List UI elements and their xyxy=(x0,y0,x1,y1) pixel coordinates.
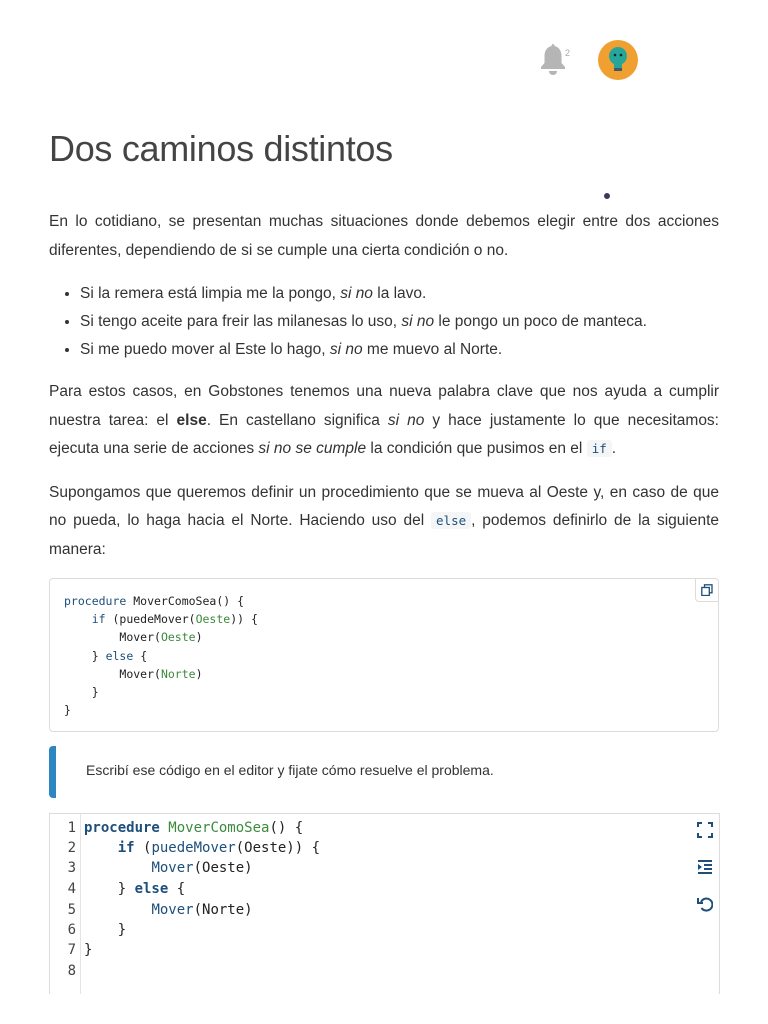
example-code: procedure MoverComoSea() { if (puedeMover(Oeste)) { Mover(Oeste) } else { Mover(Norte) } } xyxy=(64,594,258,718)
examples-list xyxy=(49,280,719,364)
reset-code-button[interactable] xyxy=(695,894,715,914)
top-bar xyxy=(538,40,638,80)
line-number: 3 xyxy=(67,860,76,876)
editor-toolbar xyxy=(695,820,715,914)
line-number-gutter xyxy=(50,814,81,994)
line-number: 7 xyxy=(67,942,76,958)
intro-paragraph: En lo cotidiano, se presentan muchas situaciones donde debemos elegir entre dos acciones diferentes, dependiendo de si se cumple una cierta condición o no. xyxy=(49,213,719,259)
inline-code-else: else xyxy=(431,512,471,529)
line-number: 6 xyxy=(67,922,76,938)
format-code-button[interactable] xyxy=(695,857,715,877)
line-number: 2 xyxy=(67,840,76,856)
line-number: 5 xyxy=(67,902,76,918)
editor-line[interactable]: procedure MoverComoSea() { xyxy=(84,820,304,836)
lightbulb-icon xyxy=(605,45,631,75)
else-explanation-paragraph: Para estos casos, en Gobstones tenemos una nueva palabra clave que nos ayuda a cumplir nuestra tarea: el else. En castellano significa si no y hace justamente lo que necesitamos: ejecuta una serie de acciones si no se cumple la condición que pusimos en el if . xyxy=(49,383,719,457)
note-text: Escribí ese código en el editor y fijate cómo resuelve el problema. xyxy=(86,762,494,778)
page-title: Dos caminos distintos xyxy=(49,128,393,169)
list-item: • Si me puedo mover al Este lo hago, si no me muevo al Norte. xyxy=(80,336,719,364)
example-code-block xyxy=(49,578,719,732)
copy-icon xyxy=(701,584,713,596)
lesson-content xyxy=(49,208,719,579)
list-item: • Si tengo aceite para freir las milanesas lo uso, si no le pongo un poco de manteca. xyxy=(80,308,719,336)
notification-count: 2 xyxy=(564,48,570,58)
editor-line[interactable]: if (puedeMover(Oeste)) { xyxy=(117,840,321,856)
code-editor[interactable] xyxy=(49,813,720,994)
notifications-button[interactable] xyxy=(538,42,572,78)
example-intro-paragraph: Supongamos que queremos definir un procedimiento que se mueva al Oeste y, en caso de que no pueda, lo haga hacia el Norte. Haciendo uso del else , podemos definirlo de la siguiente manera: xyxy=(49,483,720,558)
line-number: 8 xyxy=(67,963,76,979)
copy-code-button[interactable] xyxy=(695,579,718,602)
avatar[interactable] xyxy=(598,40,638,80)
editor-line[interactable]: } xyxy=(84,942,93,958)
undo-icon xyxy=(697,896,713,912)
fullscreen-button[interactable] xyxy=(695,820,715,840)
indent-icon xyxy=(697,859,713,875)
editor-line[interactable]: } xyxy=(117,922,127,938)
editor-line[interactable]: } else { xyxy=(117,881,186,897)
editor-line[interactable]: Mover(Oeste) xyxy=(151,860,253,876)
editor-line[interactable]: Mover(Norte) xyxy=(151,902,253,918)
list-item: • Si la remera está limpia me la pongo, si no la lavo. xyxy=(80,280,719,308)
inline-code-if: if xyxy=(587,440,612,457)
bell-icon xyxy=(538,42,568,76)
instruction-note xyxy=(49,746,719,798)
note-accent-bar xyxy=(49,746,56,798)
line-number: 1 xyxy=(67,820,76,836)
decorative-dot xyxy=(604,193,610,199)
fullscreen-icon xyxy=(697,822,713,838)
line-number: 4 xyxy=(67,881,76,897)
